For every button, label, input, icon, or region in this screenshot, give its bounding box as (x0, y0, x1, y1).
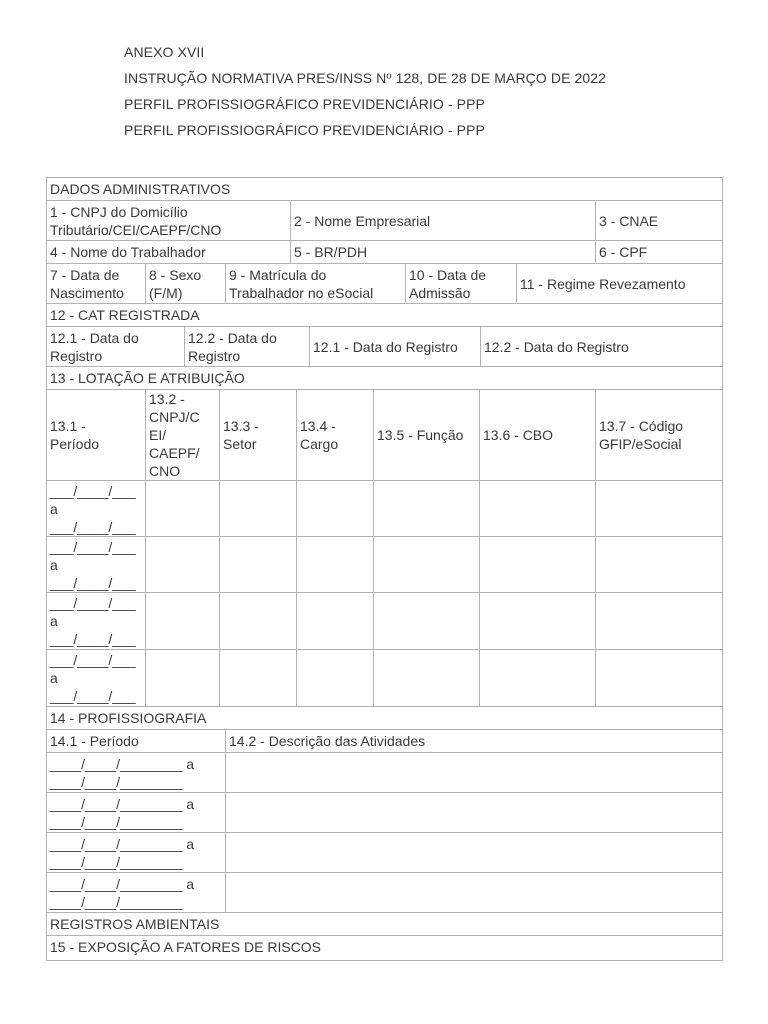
field-br-pdh: 5 - BR/PDH (294, 244, 368, 260)
document-title-repeat: PERFIL PROFISSIOGRÁFICO PREVIDENCIÁRIO - PPP (124, 122, 485, 138)
col-header-cargo: 13.4 - Cargo (300, 418, 339, 452)
col-header-codigo-gfip: 13.7 - Código GFIP/eSocial (599, 418, 684, 452)
field-cat-data-registro-4: 12.2 - Data do Registro (484, 338, 629, 355)
prof-period-row: ____/____/________ a ____/____/________ (50, 795, 195, 830)
col-header-descricao-atividades: 14.2 - Descrição das Atividades (229, 733, 426, 749)
field-data-admissao: 10 - Data de Admissão (409, 266, 487, 301)
col-header-cbo: 13.6 - CBO (483, 427, 554, 443)
field-data-nascimento: 7 - Data de Nascimento (50, 266, 124, 301)
lotacao-period-row: ___/____/___ a ___/____/___ (50, 538, 136, 591)
col-header-cnpj: 13.2 - CNPJ/C EI/ CAEPF/ CNO (149, 391, 200, 479)
section-dados-administrativos: DADOS ADMINISTRATIVOS (50, 181, 231, 197)
col-header-periodo: 13.1 - Período (50, 418, 100, 452)
lotacao-period-row: ___/____/___ a ___/____/___ (50, 482, 136, 535)
field-cat-data-registro-2: 12.2 - Data do Registro (188, 329, 277, 364)
field-nome-empresarial: 2 - Nome Empresarial (294, 212, 431, 229)
normative-instruction-heading: INSTRUÇÃO NORMATIVA PRES/INSS Nº 128, DE 28 DE MARÇO DE 2022 (124, 70, 607, 86)
section-cat-registrada: 12 - CAT REGISTRADA (50, 307, 200, 323)
prof-period-row: ____/____/________ a ____/____/________ (50, 835, 195, 870)
field-sexo: 8 - Sexo (F/M) (149, 266, 202, 301)
col-header-funcao: 13.5 - Função (377, 427, 464, 443)
col-header-setor: 13.3 - Setor (223, 418, 259, 452)
col-header-prof-periodo: 14.1 - Período (50, 733, 139, 749)
lotacao-period-row: ___/____/___ a ___/____/___ (50, 595, 136, 647)
section-exposicao-fatores-riscos: 15 - EXPOSIÇÃO A FATORES DE RISCOS (50, 939, 322, 955)
section-profissiografia: 14 - PROFISSIOGRAFIA (50, 710, 207, 726)
prof-period-row: ____/____/________ a ____/____/________ (50, 755, 195, 790)
field-regime-revezamento: 11 - Regime Revezamento (520, 275, 686, 292)
section-registros-ambientais: REGISTROS AMBIENTAIS (50, 916, 220, 932)
prof-period-row: ____/____/________ a ____/____/________ (50, 875, 195, 910)
field-cpf: 6 - CPF (599, 244, 648, 260)
field-cnpj-domicilio: 1 - CNPJ do Domicílio Tributário/CEI/CAEPF/CNO (50, 203, 222, 238)
field-cat-data-registro-3: 12.1 - Data do Registro (313, 338, 458, 355)
annex-heading: ANEXO XVII (124, 44, 205, 60)
ppp-form-table (46, 177, 723, 961)
document-title: PERFIL PROFISSIOGRÁFICO PREVIDENCIÁRIO - PPP (124, 96, 485, 112)
section-lotacao-atribuicao: 13 - LOTAÇÃO E ATRIBUIÇÃO (50, 370, 245, 386)
lotacao-period-row: ___/____/___ a ___/____/___ (50, 652, 136, 704)
field-nome-trabalhador: 4 - Nome do Trabalhador (50, 244, 206, 260)
field-matricula-esocial: 9 - Matrícula do Trabalhador no eSocial (229, 266, 374, 301)
field-cnae: 3 - CNAE (599, 212, 659, 229)
field-cat-data-registro-1: 12.1 - Data do Registro (50, 329, 139, 364)
